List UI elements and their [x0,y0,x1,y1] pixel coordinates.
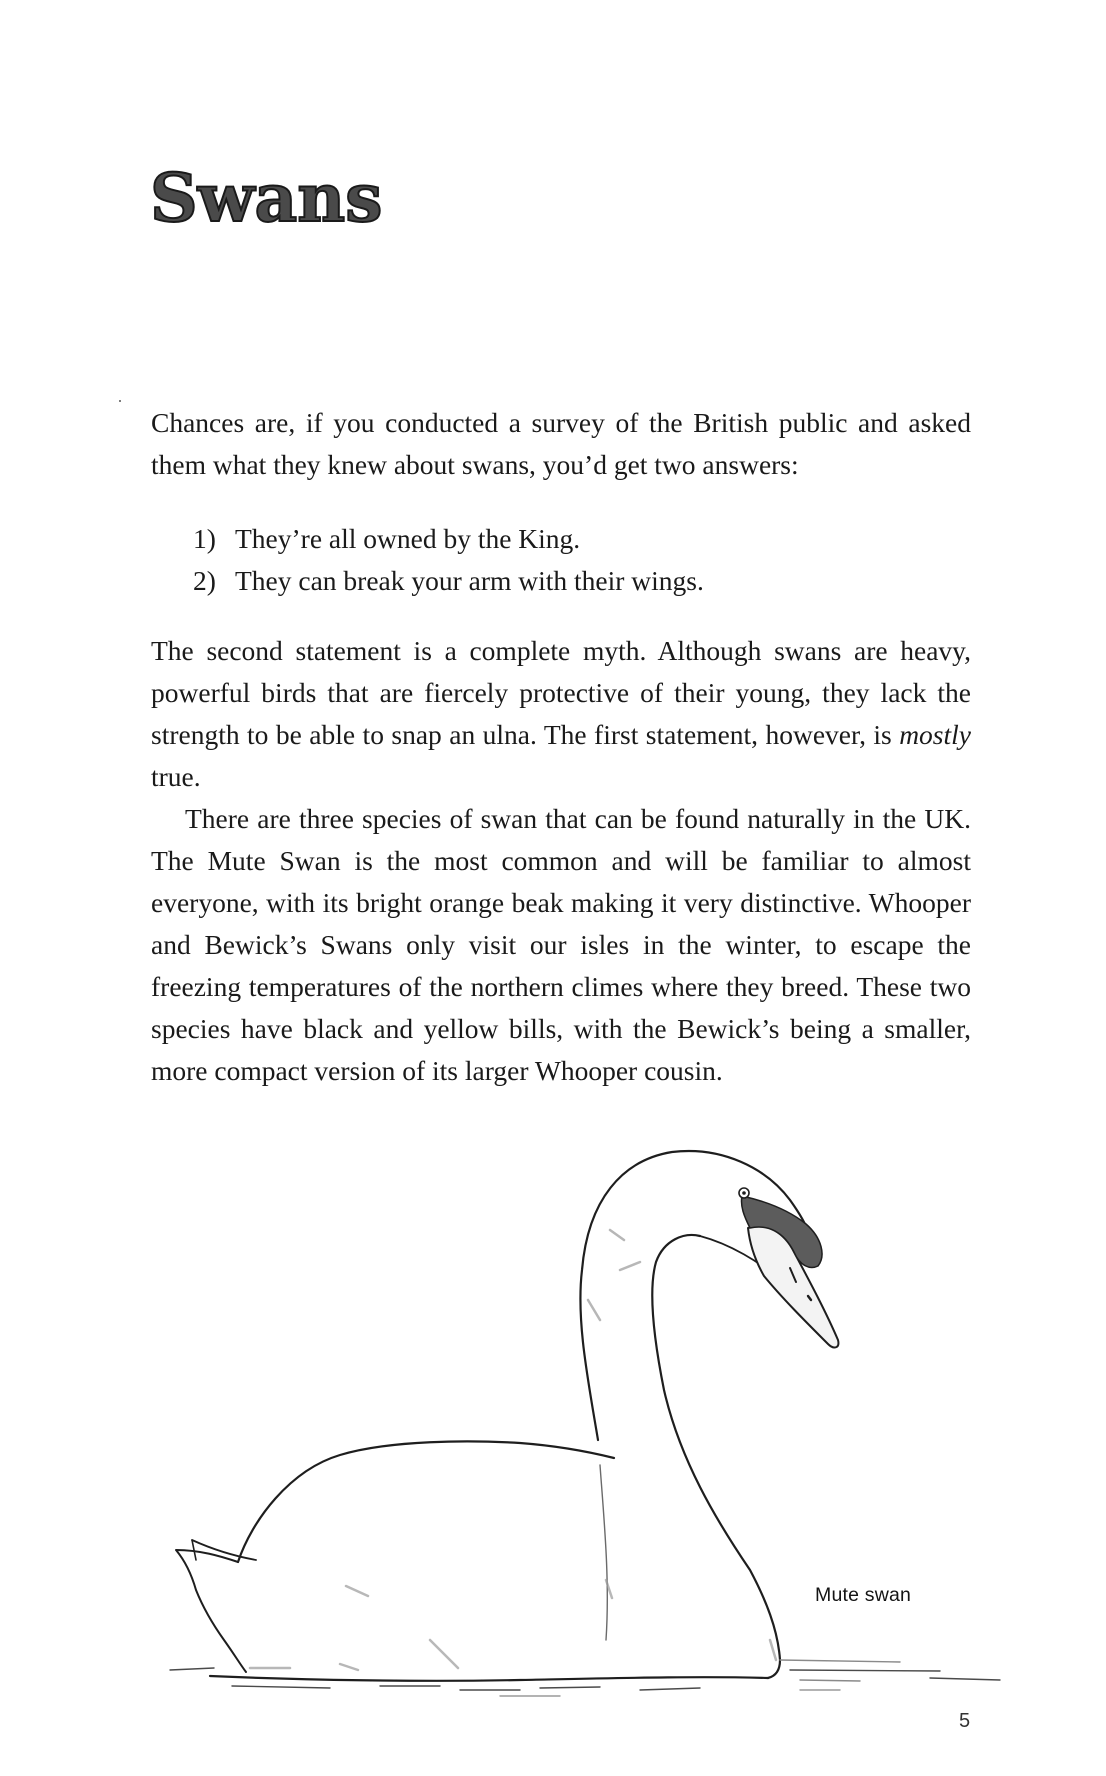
answer-number: 2) [193,565,216,596]
swan-neck-outer-outline [580,1151,808,1440]
answer-item [193,518,704,560]
answer-item [193,560,704,602]
myth-text-start: The second statement is a complete myth. Although swans are heavy, powerful birds that are fiercely protective of their young, they lack the strength to be able to snap an ulna. The first statement, however, is [151,635,971,750]
species-paragraph [151,798,971,1092]
myth-paragraph [151,630,971,798]
page-number: 5 [959,1710,971,1732]
answers-list [193,518,704,602]
swan-underside-outline [210,1676,768,1681]
stray-print-mark [119,400,121,402]
figure-caption: Mute swan [815,1584,912,1606]
swan-neck-inner-outline [652,1235,780,1678]
myth-text [151,630,971,798]
page-title: Swans [150,159,383,237]
emphasis-mostly: mostly [899,719,971,750]
species-text: There are three species of swan that can be found naturally in the UK. The Mute Swan is the most common and will be familiar to almost everyone, with its bright orange beak making it very distinctive. Whooper and Bewick’s Swans only visit our isles in the winter, to escape the freezing temperatures of the northern climes where they breed. These two species have black and yellow bills, with the Bewick’s being a smaller, more compact version of its larger Whooper cousin. [151,803,971,1086]
myth-text-end: true. [151,761,201,792]
answer-text: They’re all owned by the King. [235,523,581,554]
answer-number: 1) [193,523,216,554]
intro-text: Chances are, if you conducted a survey of the British public and asked them what they knew about swans, you’d get two answers: [151,407,971,480]
swan-tail-outline [176,1550,246,1672]
intro-paragraph [151,402,971,486]
swan-body-outline [238,1441,614,1562]
answer-text: They can break your arm with their wings. [235,565,704,596]
mute-swan-illustration [160,1130,1020,1720]
